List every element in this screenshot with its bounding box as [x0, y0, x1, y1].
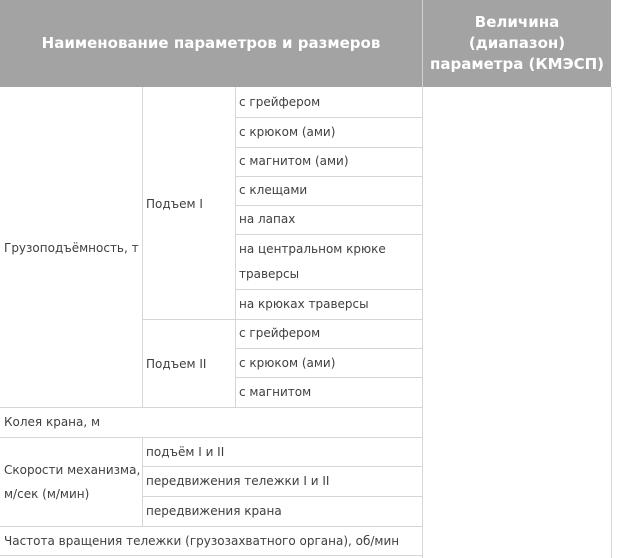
grid-line	[142, 87, 143, 407]
grid-line	[235, 377, 422, 378]
grid-line	[235, 205, 422, 206]
lift-1-item: с грейфером	[239, 95, 321, 109]
header-parameter-value	[423, 0, 611, 87]
row-label-gauge: Колея крана, м	[4, 415, 101, 429]
lift-1-item: с магнитом (ами)	[239, 154, 349, 168]
row-label-line: Скорости механизма,	[4, 463, 141, 477]
row-label-speeds	[4, 438, 140, 526]
grid-line	[0, 407, 422, 408]
grid-line	[235, 234, 422, 235]
speed-item: передвижения тележки I и II	[146, 474, 330, 488]
row-label-line: м/сек (м/мин)	[4, 487, 90, 501]
lift-1-item: на центральном крюке	[239, 242, 386, 256]
header-parameter-name	[0, 0, 422, 87]
header-parameter-value-text	[430, 12, 604, 75]
speed-item: подъём I и II	[146, 445, 225, 459]
grid-line	[142, 496, 422, 497]
lift-2-item: с грейфером	[239, 326, 321, 340]
header-value-line: Величина	[474, 13, 560, 31]
row-label-text: Грузоподъёмность, т	[4, 240, 139, 255]
grid-line	[235, 348, 422, 349]
grid-line	[235, 147, 422, 148]
lift-1-item: на лапах	[239, 212, 296, 226]
header-value-line: (диапазон)	[468, 34, 566, 52]
grid-line	[235, 87, 236, 407]
header-value-line: параметра (КМЭСП)	[429, 55, 605, 73]
grid-line	[422, 87, 423, 558]
grid-line	[142, 466, 422, 467]
speed-item: передвижения крана	[146, 504, 282, 518]
grid-line	[235, 176, 422, 177]
row-label-text	[4, 458, 140, 506]
row-label-text: Подъем I	[146, 196, 203, 211]
grid-line	[235, 117, 422, 118]
row-label-lift-2	[146, 320, 234, 407]
grid-line	[0, 526, 422, 527]
row-label-capacity	[4, 88, 140, 407]
grid-line	[611, 87, 612, 558]
lift-2-item: с магнитом	[239, 385, 312, 399]
row-label-lift-1	[146, 88, 234, 319]
lift-2-item: с крюком (ами)	[239, 356, 336, 370]
row-label-rotation: Частота вращения тележки (грузозахватного органа), об/мин	[4, 534, 400, 548]
row-label-text: Подъем II	[146, 356, 207, 371]
grid-line	[0, 555, 422, 556]
lift-1-item: траверсы	[239, 267, 300, 281]
lift-1-item: на крюках траверсы	[239, 297, 369, 311]
grid-line	[142, 438, 143, 527]
header-parameter-name-text: Наименование параметров и размеров	[41, 34, 381, 52]
lift-1-item: с клещами	[239, 183, 308, 197]
grid-line	[235, 289, 422, 290]
lift-1-item: с крюком (ами)	[239, 125, 336, 139]
